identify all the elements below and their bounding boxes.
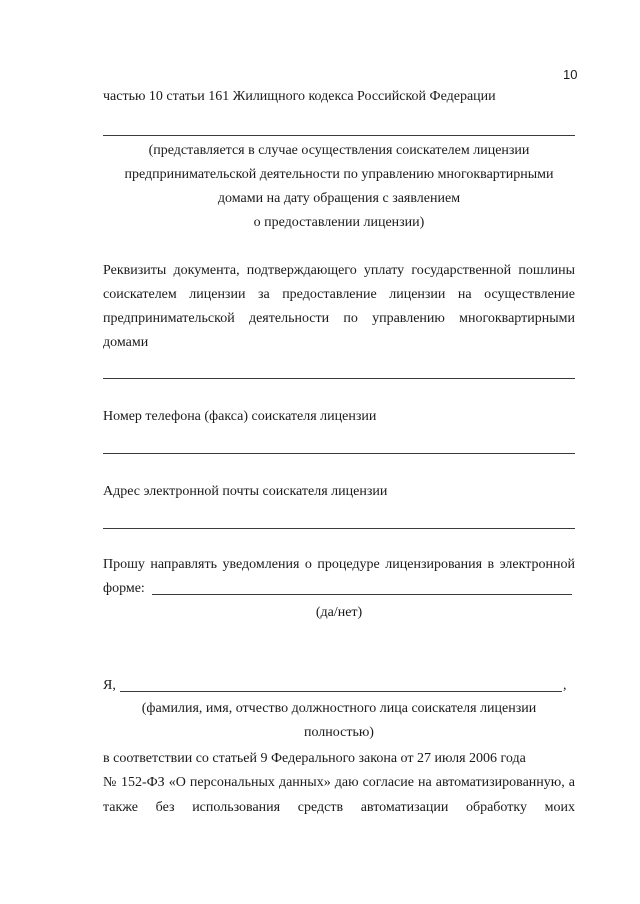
ya-label: Я, bbox=[103, 678, 116, 693]
note-line: (фамилия, имя, отчество должностного лица соискателя лицензии bbox=[141, 701, 537, 716]
paragraph-line: № 152-ФЗ «О персональных данных» даю согласие на автоматизированную, а bbox=[103, 775, 575, 790]
note-line: домами на дату обращения с заявлением bbox=[217, 191, 461, 206]
paragraph-line: соискателем лицензии за предоставление лицензии на осуществление bbox=[103, 287, 575, 302]
paragraph-line: предпринимательской деятельности по управлению многоквартирными bbox=[103, 311, 575, 326]
note-line: предпринимательской деятельности по управлению многоквартирными bbox=[124, 167, 554, 182]
paragraph-line: в соответствии со статьей 9 Федерального закона от 27 июля 2006 года bbox=[103, 751, 526, 766]
fill-line bbox=[152, 594, 572, 595]
fill-line bbox=[103, 135, 575, 136]
paragraph-line: Реквизиты документа, подтверждающего уплату государственной пошлины bbox=[103, 263, 575, 278]
comma: , bbox=[563, 678, 567, 693]
note-line: полностью) bbox=[304, 725, 374, 740]
form-label: форме: bbox=[103, 581, 145, 596]
note-line: (да/нет) bbox=[315, 605, 363, 620]
phone-label: Номер телефона (факса) соискателя лицензии bbox=[103, 409, 377, 424]
fill-line bbox=[120, 691, 562, 692]
paragraph-line: также без использования средств автоматизации обработку моих bbox=[103, 800, 575, 815]
note-line: о предоставлении лицензии) bbox=[253, 215, 425, 230]
fill-line bbox=[103, 453, 575, 454]
email-label: Адрес электронной почты соискателя лицензии bbox=[103, 484, 388, 499]
text-line: частью 10 статьи 161 Жилищного кодекса Российской Федерации bbox=[103, 89, 496, 104]
paragraph-line: домами bbox=[103, 335, 149, 350]
note-line: (представляется в случае осуществления соискателем лицензии bbox=[148, 143, 530, 158]
fill-line bbox=[103, 528, 575, 529]
fill-line bbox=[103, 378, 575, 379]
page-number: 10 bbox=[563, 67, 578, 82]
paragraph-line: Прошу направлять уведомления о процедуре лицензирования в электронной bbox=[103, 557, 575, 572]
